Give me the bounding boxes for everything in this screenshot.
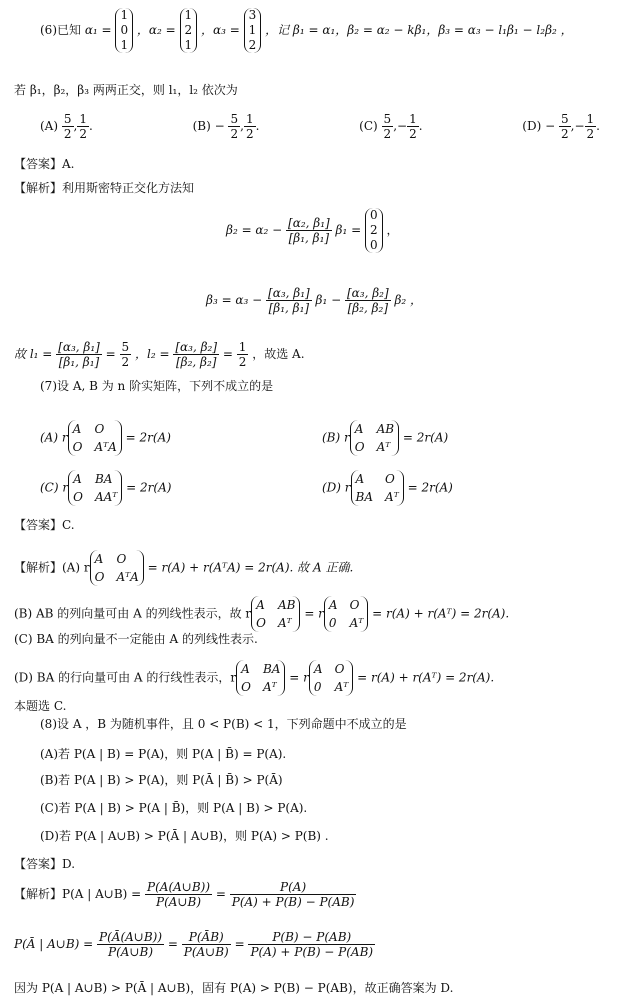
q6-equation-beta3: β₃ = α₃ − $\frac{\text{[α₃, β₁]}}{\text{[β₁, β₁]}}$ β₁ − $\frac{\text{[α₃, β₂]}}{\text{[β₂, β₂]}}$ β₂ ， (206, 286, 423, 315)
q7-option-c: (C) r A BA O AAᵀ = 2r(A) (40, 472, 172, 504)
q7-option-b: (B) r A AB O Aᵀ = 2r(A) (322, 422, 449, 454)
q6-option-b: (B) − $\frac{5}{2}$ , $\frac{1}{2}$ . (192, 112, 260, 141)
q8-option-b: (B)若 P(A | B) > P(A)，则 P(Ā | B̄) > P(Ā) (40, 773, 283, 787)
q6-option-a: (A) $\frac{5}{2}$ , $\frac{1}{2}$ . (40, 112, 93, 141)
q8-formula-2: P(Ā | A∪B) = $\frac{P(Ā(A\cup B))}{P(A\cup B)}$ = $\frac{P(ĀB)}{P(A\cup B)}$ = $\frac{P(B) - P(AB)}{P(A) + P(B) - P(AB)}$ (14, 930, 374, 959)
alpha2-vector: 1 2 1 (180, 8, 198, 53)
q8-final: 因为 P(A | A∪B) > P(Ā | A∪B)，固有 P(A) > P(B) − P(AB)，故正确答案为 D. (14, 981, 454, 995)
alpha1-vector: 1 0 1 (115, 8, 133, 53)
q8-stem: (8)设 A ，B 为随机事件，且 0 < P(B) < 1，下列命题中不成立的是 (40, 717, 407, 731)
q6-answer: 【答案】A. (14, 157, 75, 171)
q6-option-c: (C) $\frac{5}{2}$ ,− $\frac{1}{2}$ . (359, 112, 423, 141)
q6-analysis-intro: 【解析】利用斯密特正交化方法知 (14, 181, 195, 195)
q7-option-a: (A) r A O O AᵀA = 2r(A) (40, 422, 171, 454)
q7-answer: 【答案】C. (14, 518, 75, 532)
q8-option-c: (C)若 P(A | B) > P(A | B̄)，则 P(A | B) > P(A). (40, 801, 308, 815)
q8-answer: 【答案】D. (14, 857, 76, 871)
q7-analysis-b: (B) AB 的列向量可由 A 的列线性表示，故 r A AB O Aᵀ = r A O 0 Aᵀ = r(A) + r(Aᵀ) = 2r(A). (14, 598, 510, 630)
q6-conclusion: 故 l₁ = $\frac{\text{[α₃, β₁]}}{\text{[β₁, β₁]}}$ = $\frac{5}{2}$ ，l₂ = $\frac{\text{[α₃, β₂]}}{\text{[β₂, β₂]}}$ = $\frac{1}{2}$ ，故选 A. (14, 340, 305, 369)
q6-stem: (6)已知 α₁ = 1 0 1 ，α₂ = 1 2 1 ，α₃ = 3 1 2 ，记 β₁ = α₁，β₂ = α₂ − kβ₁，β₃ = α₃ − l₁β₁ − l₂β₂ ， (40, 8, 573, 52)
q6-condition: 若 β₁，β₂，β₃ 两两正交，则 l₁，l₂ 依次为 (14, 83, 238, 97)
beta2-vector: 0 2 0 (365, 208, 383, 253)
q8-option-d: (D)若 P(A | A∪B) > P(Ā | A∪B)，则 P(A) > P(B) . (40, 829, 329, 843)
q8-formula-1: 【解析】P(A | A∪B) = $\frac{P(A(A\cup B))}{P(A\cup B)}$ = $\frac{P(A)}{P(A) + P(B) - P(AB)}$ (14, 880, 355, 909)
q6-equation-beta2: β₂ = α₂ − $\frac{\text{[α₂, β₁]}}{\text{[β₁, β₁]}}$ β₁ = 0 2 0 ， (226, 208, 399, 252)
q7-stem: (7)设 A, B 为 n 阶实矩阵，下列不成立的是 (40, 379, 274, 393)
q7-analysis-c: (C) BA 的列向量不一定能由 A 的列线性表示. (14, 632, 258, 646)
q6-options (40, 112, 600, 141)
q6-option-d: (D) − $\frac{5}{2}$ ,− $\frac{1}{2}$ . (522, 112, 600, 141)
q7-conclusion: 本题选 C. (14, 699, 67, 713)
q7-option-d: (D) r A O BA Aᵀ = 2r(A) (322, 472, 453, 504)
q8-option-a: (A)若 P(A | B) = P(A)，则 P(A | B̄) = P(A). (40, 747, 287, 761)
alpha3-vector: 3 1 2 (244, 8, 262, 53)
q7-analysis-d: (D) BA 的行向量可由 A 的行线性表示，r A BA O Aᵀ = r A O 0 Aᵀ = r(A) + r(Aᵀ) = 2r(A). (14, 662, 495, 694)
q7-analysis-a: 【解析】(A) r A O O AᵀA = r(A) + r(AᵀA) = 2r(A). 故 A 正确. (14, 552, 354, 584)
